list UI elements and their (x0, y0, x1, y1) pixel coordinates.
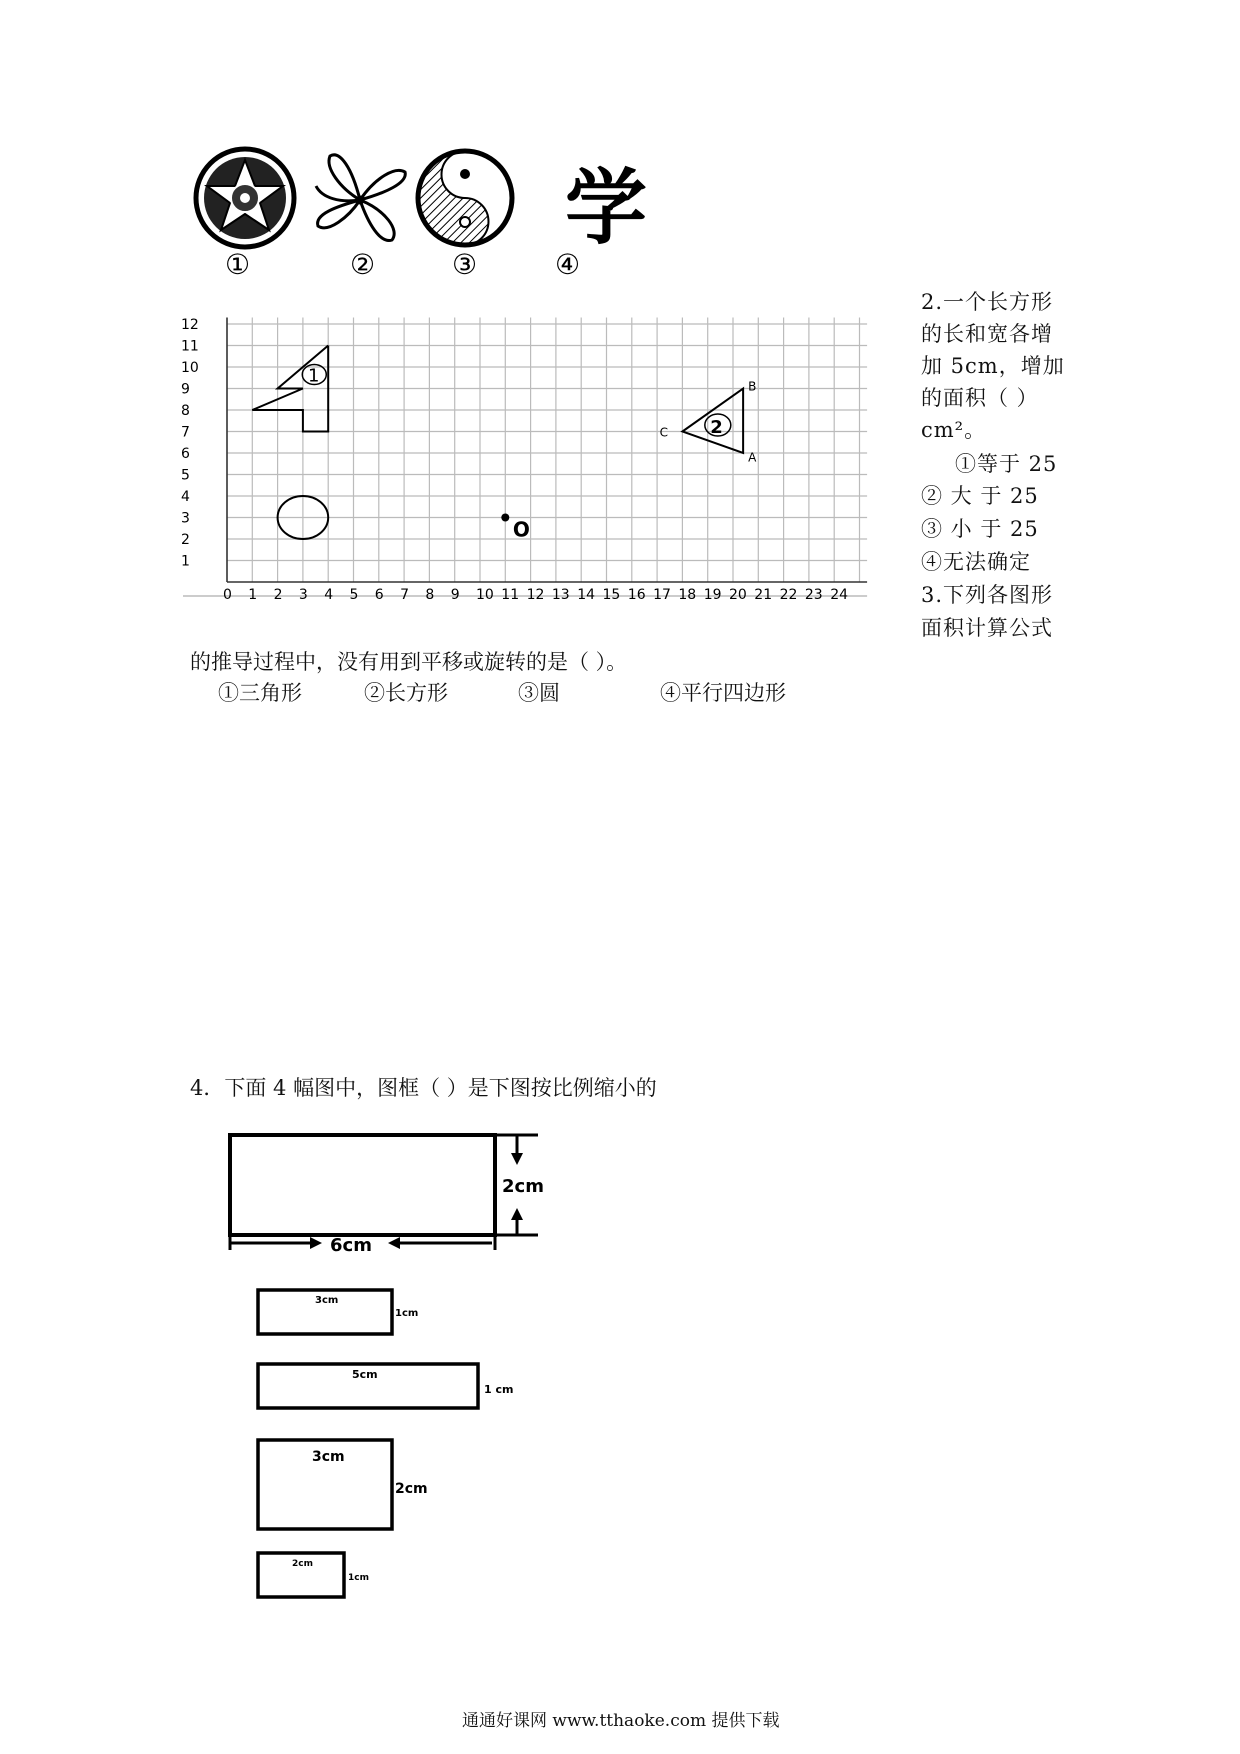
shape-2-label: 2 (710, 417, 723, 439)
x-tick-label: 12 (526, 587, 545, 603)
q4-main-rectangle-figure (220, 1125, 560, 1255)
x-tick-label: 11 (501, 587, 520, 603)
q3-continuation: 的推导过程中，没有用到平移或旋转的是（ ）。 (190, 650, 628, 674)
x-tick-label: 16 (627, 587, 646, 603)
y-tick-label: 10 (181, 360, 199, 376)
q2-line-2: 的长和宽各增 (921, 322, 1053, 346)
q2-option-1: ①等于 25 (955, 452, 1058, 476)
page-footer: 通通好课网 www.tthaoke.com 提供下载 (462, 1711, 780, 1731)
q3-option-1: ①三角形 (218, 681, 302, 705)
q3-option-2: ②长方形 (364, 681, 448, 705)
x-tick-label: 23 (804, 587, 823, 603)
q4-option-4-width-label: 2cm (292, 1559, 313, 1569)
x-tick-label: 10 (476, 587, 494, 603)
x-tick-label: 13 (551, 587, 570, 603)
y-tick-label: 3 (181, 510, 190, 527)
x-tick-label: 20 (729, 587, 747, 603)
figure-label-2: ② (350, 248, 376, 281)
figure-3-yin-yang (418, 151, 512, 245)
q4-option-1-width-label: 3cm (315, 1295, 339, 1306)
y-tick-label: 7 (181, 424, 190, 441)
q2-option-3: ③ 小 于 25 (921, 517, 1039, 541)
y-tick-label: 5 (181, 467, 190, 484)
q4-option-1-height-label: 1cm (395, 1308, 419, 1319)
q2-line-3: 加 5cm，增加 (921, 354, 1065, 378)
figure-1-ornament-circle (196, 149, 294, 247)
x-tick-label: 21 (754, 587, 773, 603)
figure-label-3: ③ (452, 248, 478, 281)
figure-4-character: 学 (565, 161, 648, 256)
q4-main-width-label: 6cm (330, 1235, 372, 1256)
q4-text: 4．下面 4 幅图中，图框（ ）是下图按比例缩小的 (190, 1076, 657, 1100)
x-tick-label: 22 (779, 587, 798, 603)
x-tick-label: 24 (830, 587, 849, 603)
x-tick-label: 5 (349, 587, 359, 603)
q3-option-4: ④平行四边形 (660, 681, 786, 705)
x-tick-label: 6 (374, 587, 384, 603)
q4-main-height-label: 2cm (502, 1176, 544, 1197)
y-tick-label: 4 (181, 489, 190, 505)
figure-label-4: ④ (555, 248, 581, 281)
y-tick-label: 2 (181, 532, 190, 548)
y-tick-labels (181, 317, 199, 570)
q4-option-2-width-label: 5cm (352, 1368, 378, 1381)
q2-option-2: ② 大 于 25 (921, 484, 1039, 508)
q3-line-1: 3.下列各图形 (921, 583, 1054, 607)
shape-1-label: 1 (307, 365, 320, 387)
coordinate-grid (181, 295, 875, 615)
x-tick-label: 17 (653, 587, 671, 603)
y-tick-label: 9 (181, 381, 190, 398)
vertex-b-label: B (748, 379, 757, 394)
vertex-a-label: A (748, 450, 757, 465)
x-tick-label: 3 (298, 587, 308, 603)
x-tick-label: 4 (324, 587, 334, 603)
point-o (501, 514, 509, 522)
y-tick-label: 6 (181, 446, 190, 462)
symmetry-figures-row (190, 148, 648, 283)
x-tick-labels (223, 587, 848, 603)
figure-label-1: ① (225, 248, 251, 281)
x-tick-label: 7 (400, 587, 410, 603)
x-tick-label: 0 (223, 587, 232, 603)
point-o-label: O (512, 517, 530, 542)
x-tick-label: 9 (450, 587, 460, 603)
y-tick-label: 11 (181, 338, 199, 355)
q2-line-4: 的面积（ ） (921, 386, 1039, 410)
x-tick-label: 18 (678, 587, 697, 603)
grid-lines (183, 318, 867, 596)
y-tick-label: 12 (181, 317, 199, 333)
q2-line-1: 2.一个长方形 (921, 290, 1054, 314)
q4-option-rectangles (250, 1285, 550, 1605)
q4-option-2-height-label: 1 cm (484, 1383, 514, 1396)
x-tick-label: 2 (273, 587, 283, 603)
y-tick-label: 8 (181, 403, 190, 419)
q3-option-3: ③圆 (518, 681, 560, 705)
x-tick-label: 8 (425, 587, 435, 603)
vertex-c-label: C (659, 425, 669, 440)
q4-option-3-height-label: 2cm (395, 1481, 428, 1497)
x-tick-label: 14 (577, 587, 596, 603)
q4-option-4-height-label: 1cm (348, 1573, 369, 1583)
q4-option-3-width-label: 3cm (312, 1449, 345, 1465)
x-tick-label: 1 (248, 587, 258, 603)
x-tick-label: 19 (703, 587, 722, 603)
q2-option-4: ④无法确定 (921, 550, 1031, 574)
q4-main-rectangle (230, 1135, 495, 1235)
figure-2-pinwheel (316, 155, 405, 241)
q2-line-5: cm²。 (921, 418, 987, 442)
q3-line-2: 面积计算公式 (921, 616, 1053, 640)
x-tick-label: 15 (602, 587, 621, 603)
y-tick-label: 1 (181, 553, 190, 570)
